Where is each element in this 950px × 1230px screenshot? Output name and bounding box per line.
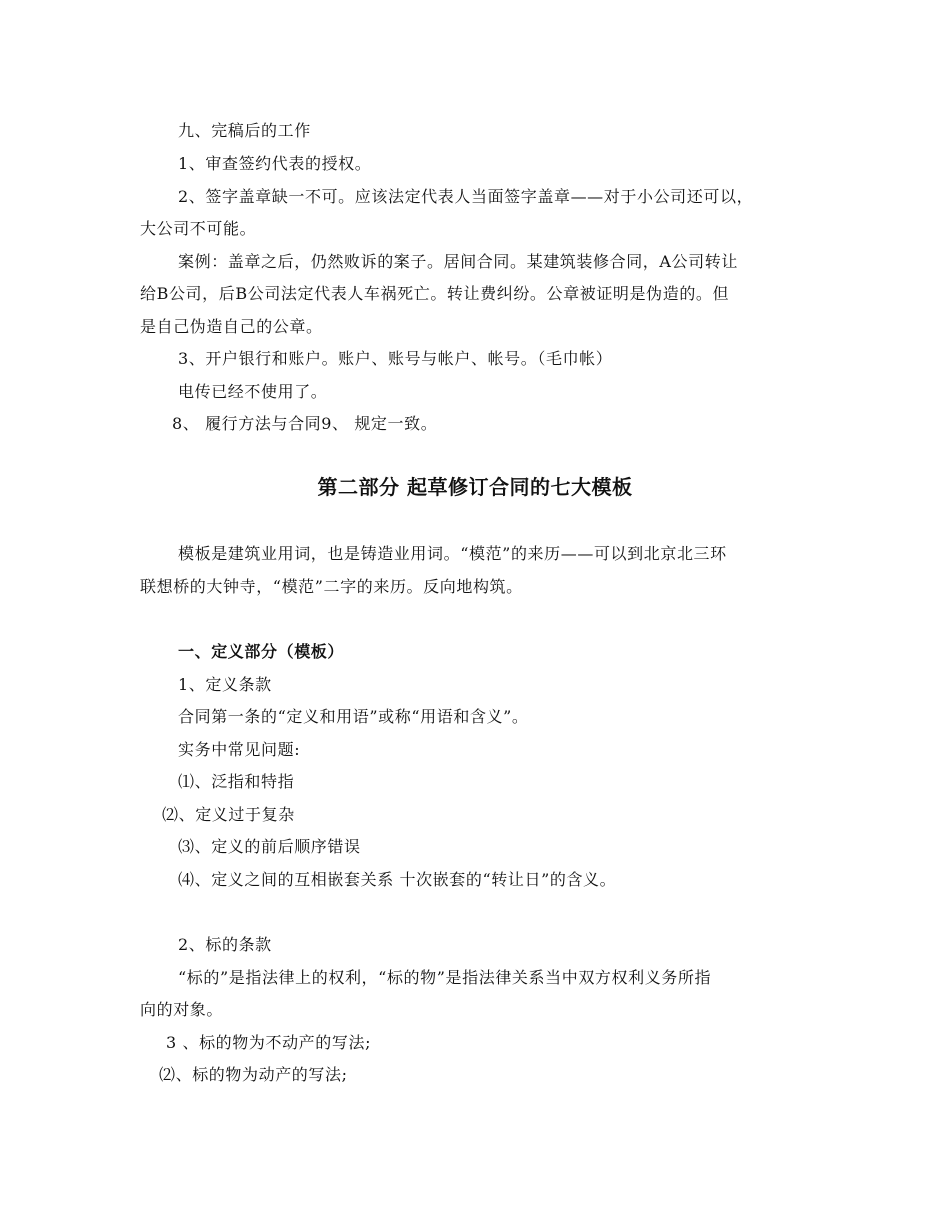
paragraph-line: 1、审查签约代表的授权。 bbox=[178, 154, 372, 173]
intro-line: 模板是建筑业用词，也是铸造业用词。“模范”的来历——可以到北京北三环 bbox=[178, 544, 727, 563]
subject-line: “标的”是指法律上的权利，“标的物”是指法律关系当中双方权利义务所指 bbox=[178, 968, 712, 987]
section-line: ⑴、泛指和特指 bbox=[178, 772, 295, 791]
section-nine-title: 九、完稿后的工作 bbox=[178, 121, 311, 140]
subject-line: ⑵、标的物为动产的写法; bbox=[159, 1065, 348, 1084]
subject-line: 3 、标的物为不动产的写法; bbox=[166, 1033, 372, 1052]
subject-line: 2、标的条款 bbox=[178, 935, 272, 954]
paragraph-line: 是自己伪造自己的公章。 bbox=[140, 317, 323, 336]
section-heading: 一、定义部分（模板） bbox=[178, 642, 345, 661]
paragraph-line: 案例：盖章之后，仍然败诉的案子。居间合同。某建筑装修合同，A公司转让 bbox=[178, 252, 738, 271]
paragraph-line: 3、开户银行和账户。账户、账号与帐户、帐号。（毛巾帐） bbox=[178, 349, 613, 368]
paragraph-line: 电传已经不使用了。 bbox=[178, 382, 328, 401]
subject-line: 向的对象。 bbox=[140, 1000, 224, 1019]
paragraph-line: 2、签字盖章缺一不可。应该法定代表人当面签字盖章——对于小公司还可以， bbox=[178, 187, 754, 206]
paragraph-line: 大公司不可能。 bbox=[140, 219, 257, 238]
section-line: ⑵、定义过于复杂 bbox=[162, 805, 295, 824]
paragraph-line: 8、 履行方法与合同9、 规定一致。 bbox=[172, 414, 438, 433]
intro-line: 联想桥的大钟寺，“模范”二字的来历。反向地构筑。 bbox=[140, 577, 523, 596]
section-line: 合同第一条的“定义和用语”或称“用语和含义”。 bbox=[178, 707, 529, 726]
section-line: 实务中常见问题: bbox=[178, 740, 301, 759]
part-heading: 第二部分 起草修订合同的七大模板 bbox=[317, 475, 633, 499]
paragraph-line: 给B公司，后B公司法定代表人车祸死亡。转让费纠纷。公章被证明是伪造的。但 bbox=[140, 284, 730, 303]
section-line: ⑶、定义的前后顺序错误 bbox=[178, 837, 361, 856]
section-line: 1、定义条款 bbox=[178, 675, 272, 694]
section-line: ⑷、定义之间的互相嵌套关系 十次嵌套的“转让日”的含义。 bbox=[178, 870, 617, 889]
